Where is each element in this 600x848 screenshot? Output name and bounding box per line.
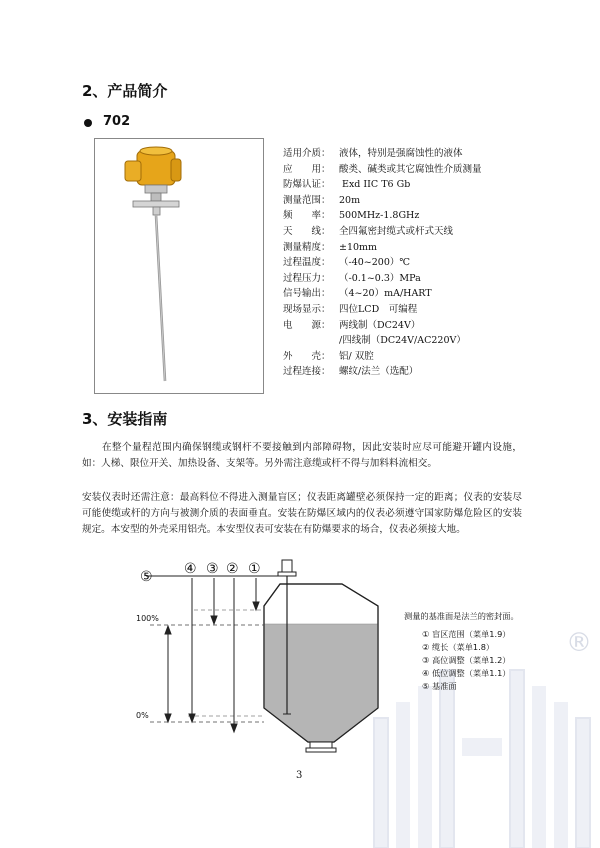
product-model: 702 bbox=[103, 114, 131, 129]
marker-3: ③ bbox=[206, 561, 219, 577]
spec-label: 过程连接： bbox=[283, 366, 331, 378]
spec-value: （-40~200）℃ bbox=[339, 257, 411, 269]
marker-2: ② bbox=[226, 561, 239, 577]
spec-value: 两线制（DC24V） bbox=[339, 319, 421, 331]
spec-value: 四位LCD 可编程 bbox=[339, 303, 418, 315]
spec-row bbox=[283, 271, 583, 287]
section-2-title: 2、产品简介 bbox=[82, 82, 168, 100]
install-paragraph-2: 安装仪表时还需注意：最高料位不得进入测量盲区；仪表距离罐壁必须保持一定的距离；仪表的安装尽可能使缆或杆的方向与被测介质的表面垂直。安装在防爆区域内的仪表必须遵守国家防爆危险区的安装规定。本安型的外壳采用铝壳。本安型仪表可安装在有防爆要求的场合，仪表必须接大地。 bbox=[82, 492, 522, 535]
spec-label: 测量精度： bbox=[283, 241, 331, 253]
spec-value: ±10mm bbox=[339, 241, 378, 253]
diagram-legend bbox=[422, 628, 510, 693]
spec-label: 应 用： bbox=[283, 163, 331, 175]
spec-row bbox=[283, 224, 583, 240]
spec-label: 适用介质： bbox=[283, 148, 331, 159]
legend-item: ⑤ 基准面 bbox=[422, 681, 457, 691]
product-photo bbox=[94, 138, 264, 394]
spec-label: 防爆认证： bbox=[283, 179, 331, 191]
legend-item: ③ 高位调整（菜单1.2） bbox=[422, 655, 511, 665]
spec-label: 过程压力： bbox=[283, 272, 331, 284]
spec-row bbox=[283, 364, 583, 380]
level-100-label: 100% bbox=[136, 614, 159, 623]
spec-list bbox=[283, 146, 583, 380]
spec-value: 螺纹/法兰（选配） bbox=[339, 366, 419, 378]
spec-value: 铝/ 双腔 bbox=[339, 350, 374, 362]
spec-value: 酸类、碱类或其它腐蚀性介质测量 bbox=[339, 163, 482, 175]
tank-outline bbox=[264, 584, 378, 752]
spec-label: 测量范围： bbox=[283, 194, 331, 206]
spec-value: （-0.1~0.3）MPa bbox=[339, 272, 421, 284]
spec-value: 全四氟密封缆式或杆式天线 bbox=[339, 225, 454, 237]
legend-item: ④ 低位调整（菜单1.1） bbox=[422, 668, 511, 678]
marker-1: ① bbox=[248, 561, 261, 577]
spec-row bbox=[283, 193, 583, 209]
legend-item: ① 盲区范围（菜单1.9） bbox=[422, 629, 511, 639]
spec-value: 20m bbox=[339, 194, 361, 206]
spec-row bbox=[283, 318, 583, 334]
level-0-label: 0% bbox=[136, 711, 149, 720]
spec-label: 现场显示： bbox=[283, 303, 331, 315]
spec-row bbox=[283, 208, 583, 224]
marker-4: ④ bbox=[184, 561, 197, 577]
spec-row bbox=[283, 162, 583, 178]
spec-label: 天 线： bbox=[283, 225, 331, 237]
spec-label: 外 壳： bbox=[283, 350, 331, 362]
spec-value: 液体，特别是强腐蚀性的液体 bbox=[339, 148, 463, 159]
diagram-legend-title: 测量的基准面是法兰的密封面。 bbox=[404, 611, 519, 621]
spec-label: 频 率： bbox=[283, 210, 331, 222]
spec-row bbox=[283, 302, 583, 318]
spec-row bbox=[283, 255, 583, 271]
spec-value: 500MHz-1.8GHz bbox=[339, 210, 420, 222]
registered-mark: ® bbox=[566, 628, 592, 658]
spec-value: Exd IIC T6 Gb bbox=[339, 179, 411, 191]
spec-row bbox=[283, 286, 583, 302]
spec-value: /四线制（DC24V/AC220V） bbox=[339, 335, 466, 347]
spec-row bbox=[283, 146, 583, 162]
install-paragraph-1: 在整个量程范围内确保钢缆或钢杆不要接触到内部障碍物，因此安装时应尽可能避开罐内设施，如：人梯、限位开关、加热设备、支架等。另外需注意缆或杆不得与加料料流相交。 bbox=[82, 442, 522, 469]
legend-item: ② 缆长（菜单1.8） bbox=[422, 642, 495, 652]
spec-label: 信号输出： bbox=[283, 288, 331, 300]
spec-label: 电 源： bbox=[283, 319, 331, 331]
spec-row bbox=[283, 333, 583, 349]
bullet-icon bbox=[84, 119, 92, 127]
spec-value: （4~20）mA/HART bbox=[339, 288, 432, 300]
radar-level-gauge-illustration bbox=[95, 139, 263, 393]
section-3-title: 3、安装指南 bbox=[82, 410, 168, 428]
page-number: 3 bbox=[296, 770, 303, 781]
installation-diagram bbox=[128, 556, 408, 776]
spec-row bbox=[283, 177, 583, 193]
marker-5: ⑤ bbox=[140, 569, 153, 585]
spec-row bbox=[283, 240, 583, 256]
spec-label: 过程温度： bbox=[283, 257, 331, 269]
spec-row bbox=[283, 349, 583, 365]
